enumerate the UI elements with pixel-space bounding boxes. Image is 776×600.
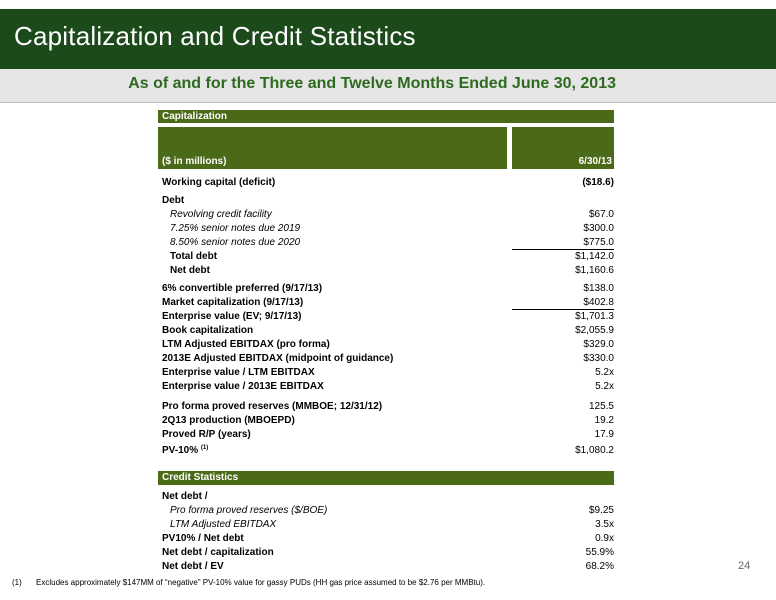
row-label: LTM Adjusted EBITDAX (pro forma) <box>162 339 330 350</box>
row-net-debt-heading <box>162 490 614 503</box>
row-revolver <box>162 208 614 221</box>
row-total-debt <box>162 250 614 263</box>
page-number: 24 <box>738 560 751 572</box>
row-rp <box>162 428 614 441</box>
row-working-capital <box>162 176 614 189</box>
table-header-left <box>158 127 507 169</box>
row-value: $1,160.6 <box>575 265 614 276</box>
row-per-boe <box>162 504 614 517</box>
row-label: Pro forma proved reserves ($/BOE) <box>170 505 328 516</box>
row-label: Revolving credit facility <box>170 209 272 220</box>
capitalization-section-header <box>158 110 614 123</box>
row-2013e-ebitdax <box>162 352 614 365</box>
row-value: $1,701.3 <box>575 311 614 322</box>
row-production <box>162 414 614 427</box>
column-date-label: 6/30/13 <box>578 156 612 167</box>
row-label <box>162 444 208 457</box>
row-label: Enterprise value / LTM EBITDAX <box>162 367 315 378</box>
row-value: $402.8 <box>583 297 614 308</box>
row-label: Proved R/P (years) <box>162 429 251 440</box>
page-title: Capitalization and Credit Statistics <box>14 21 416 51</box>
row-label: 8.50% senior notes due 2020 <box>170 237 301 248</box>
row-value: $329.0 <box>583 339 614 350</box>
row-value: 5.2x <box>595 367 614 378</box>
row-ltm-ebitdax <box>162 338 614 351</box>
row-pv10-net-debt <box>162 532 614 545</box>
row-net-debt-cap <box>162 546 614 559</box>
row-label: Debt <box>162 195 185 206</box>
row-value: 55.9% <box>585 547 614 558</box>
credit-section-label: Credit Statistics <box>162 472 239 483</box>
row-value: 125.5 <box>588 401 614 412</box>
footnote-ref: (1) <box>200 445 209 451</box>
footnote-marker: (1) <box>12 578 22 587</box>
row-value: 17.9 <box>594 429 614 440</box>
row-label: Enterprise value (EV; 9/17/13) <box>162 311 302 322</box>
row-ev-ltm <box>162 366 614 379</box>
row-label: 2013E Adjusted EBITDAX (midpoint of guidance) <box>162 353 394 364</box>
row-value: $775.0 <box>583 237 614 248</box>
row-value: $67.0 <box>588 209 614 220</box>
row-label: 6% convertible preferred (9/17/13) <box>162 283 323 294</box>
row-label: Enterprise value / 2013E EBITDAX <box>162 381 324 392</box>
row-value: $330.0 <box>583 353 614 364</box>
row-pv10 <box>162 444 614 457</box>
row-value: 0.9x <box>595 533 614 544</box>
row-label: Market capitalization (9/17/13) <box>162 297 304 308</box>
row-label: Total debt <box>170 251 218 262</box>
row-enterprise-value <box>162 310 614 323</box>
footnote <box>12 578 485 587</box>
row-net-debt <box>162 264 614 277</box>
capitalization-section-label: Capitalization <box>162 111 228 122</box>
row-value: $1,080.2 <box>575 445 614 456</box>
row-value: $9.25 <box>588 505 614 516</box>
row-value: 3.5x <box>595 519 614 530</box>
row-preferred <box>162 282 614 295</box>
row-label: PV10% / Net debt <box>162 533 244 544</box>
row-market-cap <box>162 296 614 309</box>
subtitle-bar <box>0 69 776 103</box>
title-bar <box>0 9 776 69</box>
row-label: Net debt / capitalization <box>162 547 274 558</box>
row-value: 68.2% <box>585 561 614 572</box>
row-label: Working capital (deficit) <box>162 177 276 188</box>
row-label: Net debt / <box>162 491 208 502</box>
table-header-right <box>512 127 614 169</box>
row-value: $300.0 <box>583 223 614 234</box>
row-value: 19.2 <box>594 415 614 426</box>
row-debt-heading <box>162 194 614 207</box>
row-label: Pro forma proved reserves (MMBOE; 12/31/12) <box>162 401 383 412</box>
page-subtitle: As of and for the Three and Twelve Months Ended June 30, 2013 <box>128 75 616 92</box>
row-label: 7.25% senior notes due 2019 <box>170 223 301 234</box>
row-notes-2019 <box>162 222 614 235</box>
row-notes-2020 <box>162 236 614 249</box>
credit-section-header <box>158 471 614 485</box>
units-label: ($ in millions) <box>162 156 227 167</box>
footnote-text: Excludes approximately $147MM of “negative” PV-10% value for gassy PUDs (HH gas price assumed to be $2.76 per MMBtu). <box>36 578 486 587</box>
row-label: Book capitalization <box>162 325 254 336</box>
row-label: LTM Adjusted EBITDAX <box>170 519 277 530</box>
row-value: $1,142.0 <box>575 251 614 262</box>
row-value: $2,055.9 <box>575 325 614 336</box>
row-value: ($18.6) <box>582 177 614 188</box>
row-book-cap <box>162 324 614 337</box>
pv10-label-text: PV-10% <box>162 445 199 456</box>
row-label: Net debt / EV <box>162 561 224 572</box>
row-label: Net debt <box>170 265 210 276</box>
row-reserves <box>162 400 614 413</box>
row-net-debt-ev <box>162 560 614 573</box>
row-value: $138.0 <box>583 283 614 294</box>
row-label: 2Q13 production (MBOEPD) <box>162 415 295 426</box>
row-ev-2013e <box>162 380 614 393</box>
row-per-ebitdax <box>162 518 614 531</box>
row-value: 5.2x <box>595 381 614 392</box>
